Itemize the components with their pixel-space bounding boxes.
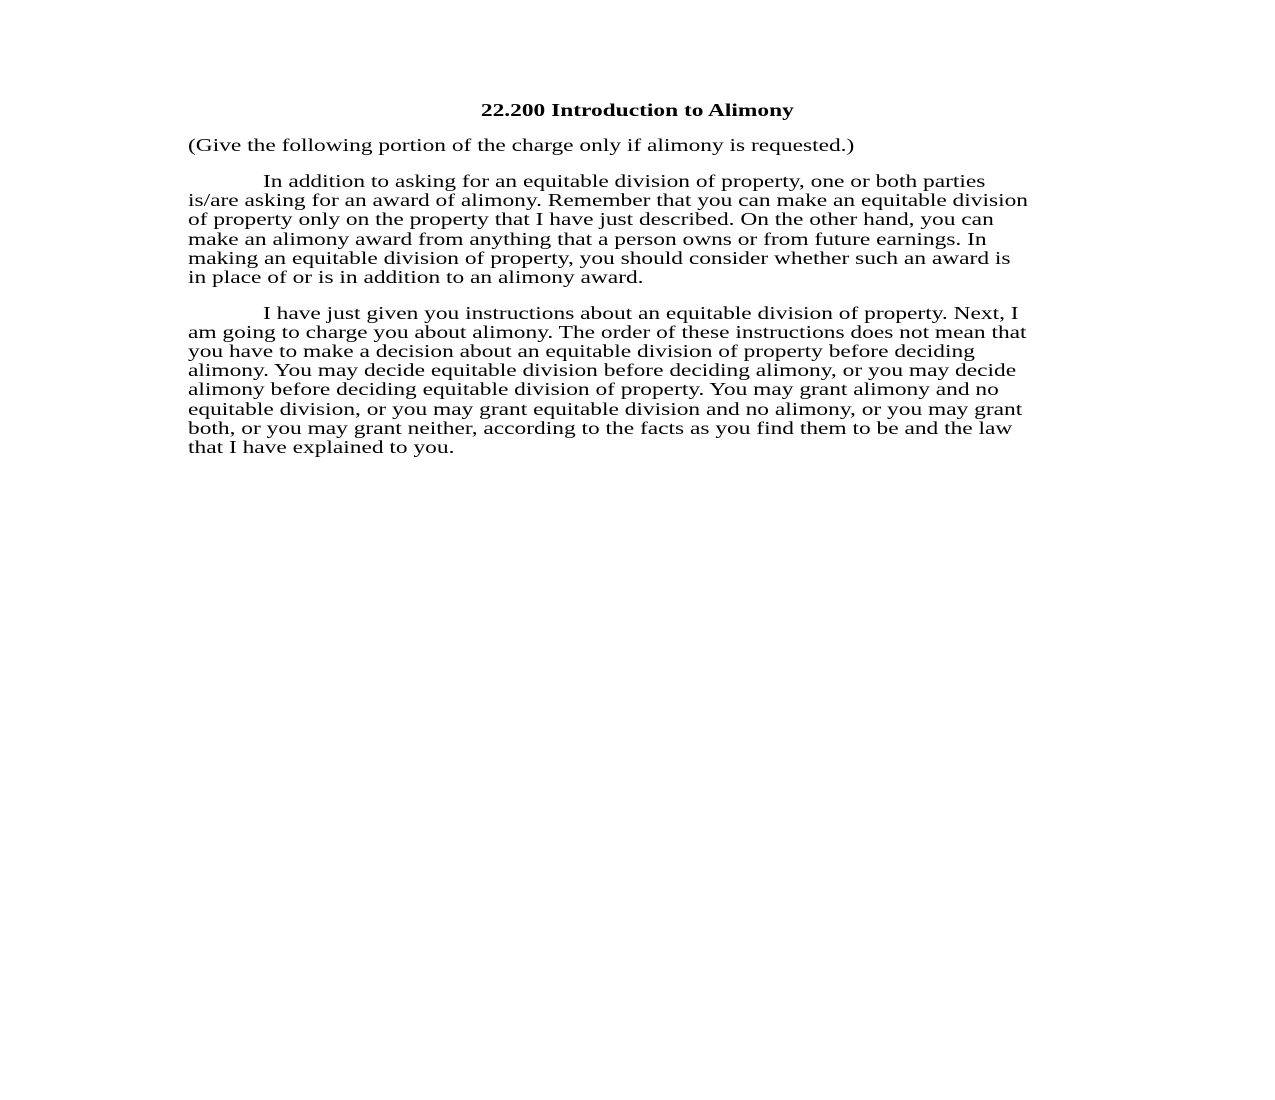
paragraph-line: making an equitable division of property, you should consider whether such an award is <box>188 248 1011 268</box>
paragraph-line: equitable division, or you may grant equitable division and no alimony, or you may grant <box>188 399 1023 419</box>
paragraph-line: is/are asking for an award of alimony. Remember that you can make an equitable division <box>188 190 1028 210</box>
document-title <box>0 100 1275 120</box>
paragraph-line: you have to make a decision about an equitable division of property before deciding <box>188 341 975 361</box>
paragraph-line: alimony. You may decide equitable division before deciding alimony, or you may decide <box>188 360 1017 380</box>
paragraph-line: both, or you may grant neither, according to the facts as you find them to be and the law <box>188 418 1013 438</box>
paragraph-line: that I have explained to you. <box>188 437 455 457</box>
paragraph-line: In addition to asking for an equitable division of property, one or both parties <box>263 171 986 191</box>
instruction-note: (Give the following portion of the charge only if alimony is requested.) <box>188 135 855 155</box>
title-text: 22.200 Introduction to Alimony <box>481 100 794 120</box>
paragraph-line: of property only on the property that I have just described. On the other hand, you can <box>188 209 994 229</box>
paragraph-line: make an alimony award from anything that a person owns or from future earnings. In <box>188 229 987 249</box>
paragraph-line: I have just given you instructions about an equitable division of property. Next, I <box>263 303 1019 323</box>
paragraph-line: am going to charge you about alimony. The order of these instructions does not mean that <box>188 322 1027 342</box>
paragraph-line: alimony before deciding equitable division of property. You may grant alimony and no <box>188 379 999 399</box>
paragraph-line: in place of or is in addition to an alimony award. <box>188 267 644 287</box>
